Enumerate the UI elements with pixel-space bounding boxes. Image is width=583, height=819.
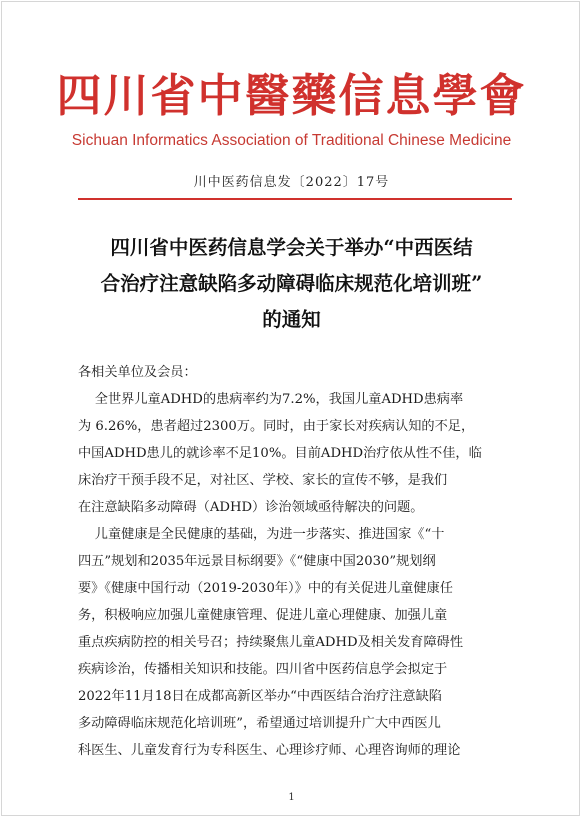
page-number: 1 <box>288 792 295 803</box>
body-line: 儿童健康是全民健康的基础，为进一步落实、推进国家《“十 <box>78 527 445 542</box>
body-line: 在注意缺陷多动障碍（ADHD）诊治领域亟待解决的问题。 <box>78 500 424 515</box>
notice-body <box>78 0 512 819</box>
body-line: 多动障碍临床规范化培训班”，希望通过培训提升广大中西医儿 <box>78 716 441 731</box>
body-line: 床治疗干预手段不足，对社区、学校、家长的宣传不够，是我们 <box>78 473 448 488</box>
body-line: 要》《健康中国行动（2019-2030年）》中的有关促进儿童健康任 <box>78 581 453 596</box>
body-line: 科医生、儿童发育行为专科医生、心理诊疗师、心理咨询师的理论 <box>78 743 461 758</box>
body-line: 全世界儿童ADHD的患病率约为7.2%，我国儿童ADHD患病率 <box>78 392 464 407</box>
notice-title-line-3: 的通知 <box>262 308 321 331</box>
document-number: 川中医药信息发〔2022〕17号 <box>193 175 390 190</box>
body-line: 四五”规划和2035年远景目标纲要》《“健康中国2030”规划纲 <box>78 554 436 569</box>
notice-title-line-2: 合治疗注意缺陷多动障碍临床规范化培训班” <box>100 272 483 295</box>
body-line: 中国ADHD患儿的就诊率不足10%。目前ADHD治疗依从性不佳，临 <box>78 446 482 461</box>
body-line: 务，积极响应加强儿童健康管理、促进儿童心理健康、加强儿童 <box>78 608 448 623</box>
body-line: 为 6.26%，患者超过2300万。同时，由于家长对疾病认知的不足， <box>78 419 475 434</box>
org-name-english: Sichuan Informatics Association of Traditional Chinese Medicine <box>71 132 512 149</box>
body-line: 疾病诊治，传播相关知识和技能。四川省中医药信息学会拟定于 <box>78 662 448 677</box>
body-line: 各相关单位及会员： <box>78 365 197 380</box>
org-name-chinese: 四川省中醫藥信息學會 <box>56 69 527 122</box>
body-line: 重点疾病防控的相关号召；持续聚焦儿童ADHD及相关发育障碍性 <box>78 635 464 650</box>
body-line: 2022年11月18日在成都高新区举办“中西医结合治疗注意缺陷 <box>78 689 442 704</box>
notice-title-line-1: 四川省中医药信息学会关于举办“中西医结 <box>110 236 473 259</box>
